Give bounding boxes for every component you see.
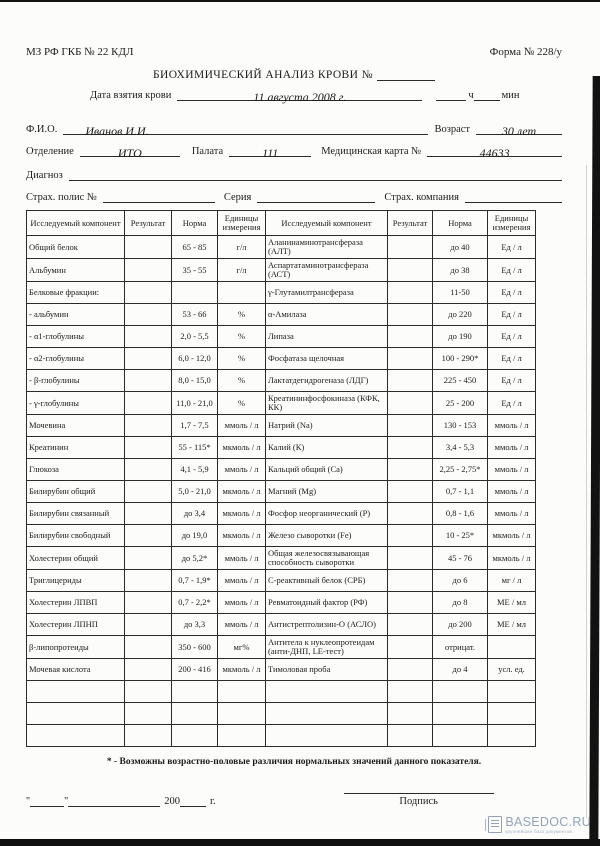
cell-norm: 65 - 85 <box>172 236 218 259</box>
header-norm-right: Норма <box>433 211 488 236</box>
cell-result <box>388 547 433 570</box>
diagnosis-label: Диагноз <box>26 169 63 181</box>
cell-norm: до 5,2* <box>172 547 218 570</box>
cell-result <box>125 437 172 459</box>
cell-norm: 3,4 - 5,3 <box>433 437 488 459</box>
table-row <box>27 370 536 392</box>
cell-unit: ммоль / л <box>488 415 536 437</box>
cell-result <box>388 437 433 459</box>
cell-result <box>388 415 433 437</box>
cell-norm: 0,7 - 1,9* <box>172 570 218 592</box>
cell-unit: мкмоль / л <box>218 481 266 503</box>
series-blank <box>257 190 375 203</box>
signature-block <box>344 793 494 807</box>
year-prefix: 200 <box>164 796 180 807</box>
cell-norm: до 19,0 <box>172 525 218 547</box>
cell-component: Антитела к нуклеопротеидам (анти-ДНП, LE-тест) <box>266 636 388 659</box>
diagnosis-blank <box>69 168 562 181</box>
age-value-line <box>476 122 562 138</box>
year-blank <box>180 794 206 807</box>
cell-result <box>125 503 172 525</box>
cell-norm: 55 - 115* <box>172 437 218 459</box>
cell-unit: % <box>218 304 266 326</box>
cell-result <box>125 636 172 659</box>
cell-unit: ммоль / л <box>488 437 536 459</box>
fio-value: Иванов И.И. <box>85 124 149 138</box>
cell-unit: мкмоль / л <box>218 503 266 525</box>
cell-norm: 350 - 600 <box>172 636 218 659</box>
cell-unit: мкмоль / л <box>218 525 266 547</box>
cell-component: Мочевина <box>27 415 125 437</box>
cell-unit: Ед / л <box>488 282 536 304</box>
cell-component <box>27 681 125 703</box>
cell-unit <box>218 725 266 747</box>
cell-component: Ревматоидный фактор (РФ) <box>266 592 388 614</box>
signature-label: Подпись <box>399 796 438 807</box>
fio-value-line <box>63 122 428 138</box>
cell-result <box>125 725 172 747</box>
cell-unit <box>218 282 266 304</box>
cell-unit <box>488 636 536 659</box>
table-row <box>27 614 536 636</box>
close-quote: " <box>64 796 69 807</box>
header-units-left: Единицы измерения <box>218 211 266 236</box>
cell-norm <box>433 703 488 725</box>
cell-norm: 200 - 416 <box>172 659 218 681</box>
cell-component: Триглицериды <box>27 570 125 592</box>
cell-unit: % <box>218 370 266 392</box>
cell-norm: 8,0 - 15,0 <box>172 370 218 392</box>
header-result-left: Результат <box>125 211 172 236</box>
fio-row <box>26 122 562 138</box>
cell-result <box>388 525 433 547</box>
table-row <box>27 659 536 681</box>
table-row <box>27 259 536 282</box>
department-value-line <box>80 144 180 160</box>
card-label: Медицинская карта № <box>321 145 422 157</box>
cell-norm <box>433 725 488 747</box>
cell-norm: до 38 <box>433 259 488 282</box>
cell-norm: 225 - 450 <box>433 370 488 392</box>
cell-norm <box>172 681 218 703</box>
cell-result <box>388 570 433 592</box>
department-row <box>26 144 562 160</box>
cell-component: Альбумин <box>27 259 125 282</box>
series-label: Серия <box>223 191 252 203</box>
cell-result <box>388 659 433 681</box>
cell-norm: до 6 <box>433 570 488 592</box>
cell-result <box>125 415 172 437</box>
cell-result <box>125 614 172 636</box>
cell-norm: 11-50 <box>433 282 488 304</box>
cell-unit: Ед / л <box>488 236 536 259</box>
cell-result <box>388 481 433 503</box>
cell-unit: ммоль / л <box>488 503 536 525</box>
department-label: Отделение <box>26 145 74 157</box>
org-name: МЗ РФ ГКБ № 22 КДЛ <box>26 46 134 58</box>
cell-unit: мкмоль / л <box>488 547 536 570</box>
cell-component: γ-Глутамилтрансфераза <box>266 282 388 304</box>
cell-result <box>388 703 433 725</box>
scan-edge-bottom <box>0 839 600 846</box>
results-table <box>26 210 536 747</box>
header-units-right: Единицы измерения <box>488 211 536 236</box>
header-component-left: Исследуемый компонент <box>27 211 125 236</box>
form-title: БИОХИМИЧЕСКИЙ АНАЛИЗ КРОВИ № <box>153 69 373 81</box>
cell-component: Билирубин общий <box>27 481 125 503</box>
cell-unit: усл. ед. <box>488 659 536 681</box>
hour-label: ч <box>468 89 474 101</box>
header-result-right: Результат <box>388 211 433 236</box>
table-row <box>27 592 536 614</box>
cell-component <box>266 725 388 747</box>
diagnosis-row <box>26 168 562 181</box>
header-component-right: Исследуемый компонент <box>266 211 388 236</box>
table-header-row <box>27 211 536 236</box>
cell-norm: 0,7 - 2,2* <box>172 592 218 614</box>
cell-result <box>125 659 172 681</box>
cell-norm: 35 - 55 <box>172 259 218 282</box>
cell-norm: 100 - 290* <box>433 348 488 370</box>
cell-unit: мг / л <box>488 570 536 592</box>
cell-component: Глюкоза <box>27 459 125 481</box>
cell-result <box>125 459 172 481</box>
cell-result <box>125 259 172 282</box>
ward-value: 111 <box>262 146 279 160</box>
table-row <box>27 703 536 725</box>
cell-unit <box>488 725 536 747</box>
cell-component: - альбумин <box>27 304 125 326</box>
minute-label: мин <box>501 89 520 101</box>
form-title-row <box>26 68 562 81</box>
cell-result <box>388 259 433 282</box>
cell-component: - γ-глобулины <box>27 392 125 415</box>
document-stack-icon <box>488 816 502 833</box>
table-row <box>27 437 536 459</box>
card-value: 44633 <box>479 146 510 160</box>
day-blank <box>30 794 64 807</box>
cell-result <box>125 592 172 614</box>
table-row <box>27 459 536 481</box>
cell-component: Креатинин <box>27 437 125 459</box>
department-value: ИТО <box>117 146 142 160</box>
cell-norm: 4,1 - 5,9 <box>172 459 218 481</box>
basedoc-watermark <box>488 816 591 834</box>
cell-result <box>388 282 433 304</box>
cell-component <box>266 703 388 725</box>
cell-component: Аланинаминотрансфераза (АЛТ) <box>266 236 388 259</box>
cell-unit: Ед / л <box>488 370 536 392</box>
cell-norm: до 200 <box>433 614 488 636</box>
table-row <box>27 392 536 415</box>
age-value: 30 лет <box>501 124 537 138</box>
signature-line <box>344 793 494 794</box>
cell-result <box>125 326 172 348</box>
cell-norm <box>172 282 218 304</box>
cell-component: - α1-глобулины <box>27 326 125 348</box>
form-number: Форма № 228/у <box>489 46 562 58</box>
cell-unit <box>488 681 536 703</box>
cell-unit: Ед / л <box>488 348 536 370</box>
watermark-tagline: крупнейшая база документов <box>505 828 573 834</box>
cell-component: Холестерин ЛПВП <box>27 592 125 614</box>
footnote: * - Возможны возрастно-половые различия нормальных значений данного показателя. <box>106 757 482 767</box>
cell-norm: 2,25 - 2,75* <box>433 459 488 481</box>
cell-result <box>388 304 433 326</box>
table-row <box>27 236 536 259</box>
cell-norm: 130 - 153 <box>433 415 488 437</box>
cell-unit: ммоль / л <box>218 415 266 437</box>
cell-norm: до 40 <box>433 236 488 259</box>
cell-result <box>125 547 172 570</box>
date-value: 11 августа 2008 г. <box>253 90 347 104</box>
cell-unit: мкмоль / л <box>488 525 536 547</box>
cell-norm: до 190 <box>433 326 488 348</box>
cell-unit: мкмоль / л <box>218 659 266 681</box>
cell-unit: МЕ / мл <box>488 592 536 614</box>
cell-unit: г/л <box>218 259 266 282</box>
open-quote: " <box>26 796 31 807</box>
ward-label: Палата <box>191 145 224 157</box>
cell-result <box>125 304 172 326</box>
table-row <box>27 636 536 659</box>
cell-component: β-липопротеиды <box>27 636 125 659</box>
cell-result <box>388 370 433 392</box>
cell-result <box>125 703 172 725</box>
cell-norm <box>172 703 218 725</box>
cell-component <box>27 703 125 725</box>
cell-component: Магний (Mg) <box>266 481 388 503</box>
cell-unit: Ед / л <box>488 304 536 326</box>
cell-unit: % <box>218 326 266 348</box>
cell-norm: до 3,3 <box>172 614 218 636</box>
cell-unit: МЕ / мл <box>488 614 536 636</box>
cell-norm: до 4 <box>433 659 488 681</box>
cell-component: Фосфор неорганический (Р) <box>266 503 388 525</box>
cell-component: Билирубин связанный <box>27 503 125 525</box>
cell-component: Белковые фракции: <box>27 282 125 304</box>
cell-unit: ммоль / л <box>488 459 536 481</box>
company-label: Страх. компания <box>384 191 459 203</box>
table-row <box>27 326 536 348</box>
cell-result <box>125 282 172 304</box>
cell-unit: ммоль / л <box>218 614 266 636</box>
cell-component: Общая железосвязывающая способность сыворотки <box>266 547 388 570</box>
cell-unit <box>488 703 536 725</box>
cell-norm: 1,7 - 7,5 <box>172 415 218 437</box>
fio-label: Ф.И.О. <box>26 123 58 135</box>
cell-result <box>125 570 172 592</box>
cell-component: Холестерин общий <box>27 547 125 570</box>
cell-norm: отрицат. <box>433 636 488 659</box>
table-row <box>27 525 536 547</box>
table-row <box>27 481 536 503</box>
cell-norm: 2,0 - 5,5 <box>172 326 218 348</box>
policy-blank <box>103 190 215 203</box>
cell-component: Тимоловая проба <box>266 659 388 681</box>
date-label: Дата взятия крови <box>90 89 172 101</box>
cell-unit: Ед / л <box>488 392 536 415</box>
cell-unit <box>218 703 266 725</box>
header-norm-left: Норма <box>172 211 218 236</box>
cell-norm: 0,8 - 1,6 <box>433 503 488 525</box>
cell-unit: ммоль / л <box>218 459 266 481</box>
cell-norm: 45 - 76 <box>433 547 488 570</box>
cell-component: Железо сыворотки (Fe) <box>266 525 388 547</box>
company-blank <box>465 190 562 203</box>
cell-unit: ммоль / л <box>218 570 266 592</box>
cell-result <box>388 614 433 636</box>
cell-component: Холестерин ЛПНП <box>27 614 125 636</box>
cell-result <box>388 681 433 703</box>
cell-unit: г/л <box>218 236 266 259</box>
analysis-number-blank <box>377 68 435 81</box>
cell-norm: 0,7 - 1,1 <box>433 481 488 503</box>
cell-norm: 6,0 - 12,0 <box>172 348 218 370</box>
cell-norm: до 220 <box>433 304 488 326</box>
table-row <box>27 725 536 747</box>
year-suffix: г. <box>209 796 216 807</box>
cell-result <box>388 326 433 348</box>
cell-result <box>388 236 433 259</box>
cell-unit: % <box>218 392 266 415</box>
cell-component: Натрий (Na) <box>266 415 388 437</box>
cell-unit: Ед / л <box>488 326 536 348</box>
cell-unit: ммоль / л <box>218 547 266 570</box>
minute-blank <box>474 88 500 101</box>
cell-component: Креатининфосфокиназа (КФК, КК) <box>266 392 388 415</box>
date-value-line <box>177 88 422 104</box>
table-row <box>27 681 536 703</box>
signature-row <box>26 793 562 807</box>
policy-label: Страх. полис № <box>26 191 97 203</box>
cell-result <box>125 525 172 547</box>
cell-component <box>266 681 388 703</box>
cell-component: Кальций общий (Са) <box>266 459 388 481</box>
card-value-line <box>427 144 562 160</box>
hour-blank <box>436 88 466 101</box>
cell-component: α-Амилаза <box>266 304 388 326</box>
cell-unit: ммоль / л <box>488 481 536 503</box>
cell-result <box>388 725 433 747</box>
cell-unit: Ед / л <box>488 259 536 282</box>
cell-result <box>388 503 433 525</box>
cell-component: Билирубин свободный <box>27 525 125 547</box>
cell-component: Общий белок <box>27 236 125 259</box>
cell-unit: мг% <box>218 636 266 659</box>
cell-result <box>125 236 172 259</box>
results-table-body <box>27 236 536 747</box>
cell-unit: % <box>218 348 266 370</box>
month-blank <box>68 794 160 807</box>
cell-norm: до 8 <box>433 592 488 614</box>
cell-result <box>388 459 433 481</box>
insurance-row <box>26 190 562 203</box>
table-row <box>27 415 536 437</box>
cell-norm <box>433 681 488 703</box>
ward-value-line <box>229 144 311 160</box>
cell-result <box>125 392 172 415</box>
cell-result <box>125 681 172 703</box>
cell-unit: мкмоль / л <box>218 437 266 459</box>
cell-unit <box>218 681 266 703</box>
cell-unit: ммоль / л <box>218 592 266 614</box>
cell-component: - β-глобулины <box>27 370 125 392</box>
cell-component: - α2-глобулины <box>27 348 125 370</box>
watermark-name: BASEDOC.RU <box>505 815 591 829</box>
date-row <box>26 88 562 104</box>
age-label: Возраст <box>434 123 470 135</box>
table-row <box>27 503 536 525</box>
cell-component: Аспартатаминотрансфераза (АСТ) <box>266 259 388 282</box>
table-row <box>27 547 536 570</box>
cell-component: Липаза <box>266 326 388 348</box>
cell-norm: 53 - 66 <box>172 304 218 326</box>
cell-result <box>388 348 433 370</box>
table-row <box>27 304 536 326</box>
cell-norm: 25 - 200 <box>433 392 488 415</box>
cell-result <box>125 370 172 392</box>
table-row <box>27 348 536 370</box>
cell-component: Фосфатаза щелочная <box>266 348 388 370</box>
cell-component <box>27 725 125 747</box>
cell-result <box>388 636 433 659</box>
table-row <box>27 282 536 304</box>
cell-component: Мочевая кислота <box>27 659 125 681</box>
cell-norm: 11,0 - 21,0 <box>172 392 218 415</box>
cell-component: Антистрептолизин-О (АСЛО) <box>266 614 388 636</box>
cell-component: Лактатдегидрогеназа (ЛДГ) <box>266 370 388 392</box>
form-top-row <box>26 46 562 58</box>
cell-norm: 10 - 25* <box>433 525 488 547</box>
cell-result <box>125 348 172 370</box>
table-row <box>27 570 536 592</box>
cell-result <box>388 592 433 614</box>
cell-norm: 5,0 - 21,0 <box>172 481 218 503</box>
cell-result <box>125 481 172 503</box>
cell-norm: до 3,4 <box>172 503 218 525</box>
cell-component: С-реактивный белок (СРБ) <box>266 570 388 592</box>
cell-result <box>388 392 433 415</box>
cell-component: Калий (К) <box>266 437 388 459</box>
cell-norm <box>172 725 218 747</box>
